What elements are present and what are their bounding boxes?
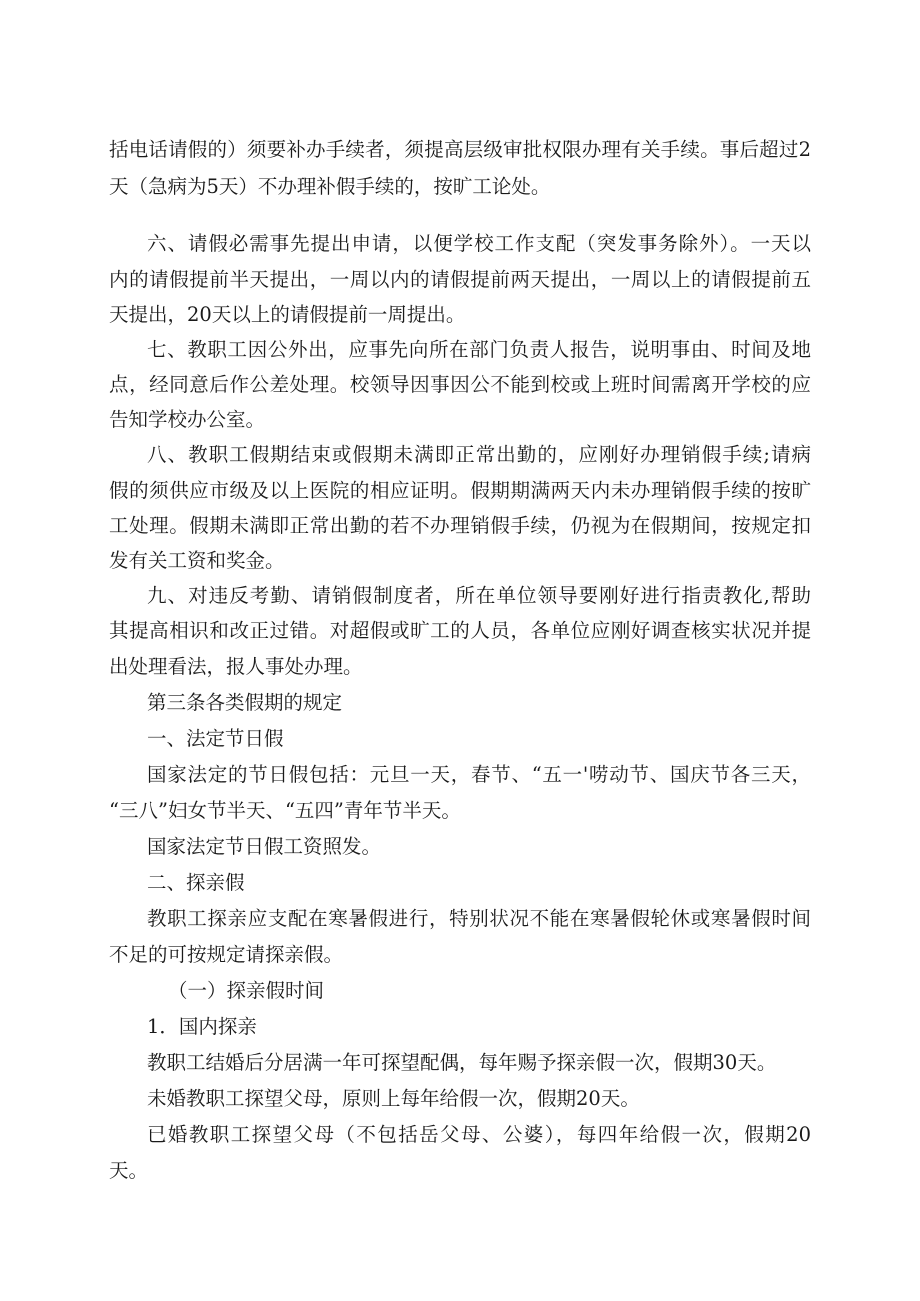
text-line: 七、教职工因公外出，应事先向所在部门负责人报告，说明事由、时间及地 — [147, 338, 811, 361]
section-heading: 二、探亲假 — [147, 871, 245, 894]
text-line: 工处理。假期未满即正常出勤的若不办理销假手续，仍视为在假期间，按规定扣 — [109, 514, 811, 537]
text-line: 告知学校办公室。 — [109, 408, 266, 431]
text-line: 内的请假提前半天提出，一周以内的请假提前两天提出，一周以上的请假提前五 — [109, 268, 811, 291]
text-line: 未婚教职工探望父母，原则上每年给假一次，假期20天。 — [147, 1087, 640, 1110]
text-line: 国家法定的节日假包括：元旦一天，春节、“五一'唠动节、国庆节各三天， — [147, 763, 811, 786]
text-line: 不足的可按规定请探亲假。 — [109, 943, 344, 966]
text-line: 天提出，20天以上的请假提前一周提出。 — [109, 303, 466, 326]
text-line: 教职工结婚后分居满一年可探望配偶，每年赐予探亲假一次，假期30天。 — [147, 1051, 777, 1074]
text-line: 九、对违反考勤、请销假制度者，所在单位领导要刚好进行指责教化,帮助 — [147, 584, 811, 607]
text-line: 六、请假必需事先提出申请，以便学校工作支配（突发事务除外）。一天以 — [147, 232, 811, 255]
text-line: 国家法定节日假工资照发。 — [147, 835, 382, 858]
text-line: 点，经同意后作公差处理。校领导因事因公不能到校或上班时间需离开学校的应 — [109, 373, 811, 396]
text-line: 其提高相识和改正过错。对超假或旷工的人员，各单位应刚好调查核实状况并提 — [109, 619, 811, 642]
section-heading: （一）探亲假时间 — [168, 979, 325, 1002]
text-line: 出处理看法，报人事处办理。 — [109, 655, 363, 678]
text-line: “三八”妇女节半天、“五四”青年节半天。 — [109, 799, 461, 822]
text-line: 括电话请假的）须要补办手续者，须提高层级审批权限办理有关手续。事后超过2 — [109, 138, 811, 161]
text-line: 假的须供应市级及以上医院的相应证明。假期期满两天内未办理销假手续的按旷 — [109, 479, 811, 502]
text-line: 发有关工资和奖金。 — [109, 549, 285, 572]
section-heading: 一、法定节日假 — [147, 727, 284, 750]
text-line: 八、教职工假期结束或假期未满即正常出勤的，应刚好办理销假手续;请病 — [147, 443, 811, 466]
text-line: 已婚教职工探望父母（不包括岳父母、公婆），每四年给假一次，假期20 — [147, 1123, 811, 1146]
text-line: 天。 — [109, 1159, 149, 1182]
section-heading: 第三条各类假期的规定 — [147, 691, 343, 714]
section-heading: 1．国内探亲 — [147, 1015, 257, 1038]
text-line: 教职工探亲应支配在寒暑假进行，特别状况不能在寒暑假轮休或寒暑假时间 — [147, 907, 811, 930]
text-line: 天（急病为5天）不办理补假手续的，按旷工论处。 — [109, 175, 551, 198]
